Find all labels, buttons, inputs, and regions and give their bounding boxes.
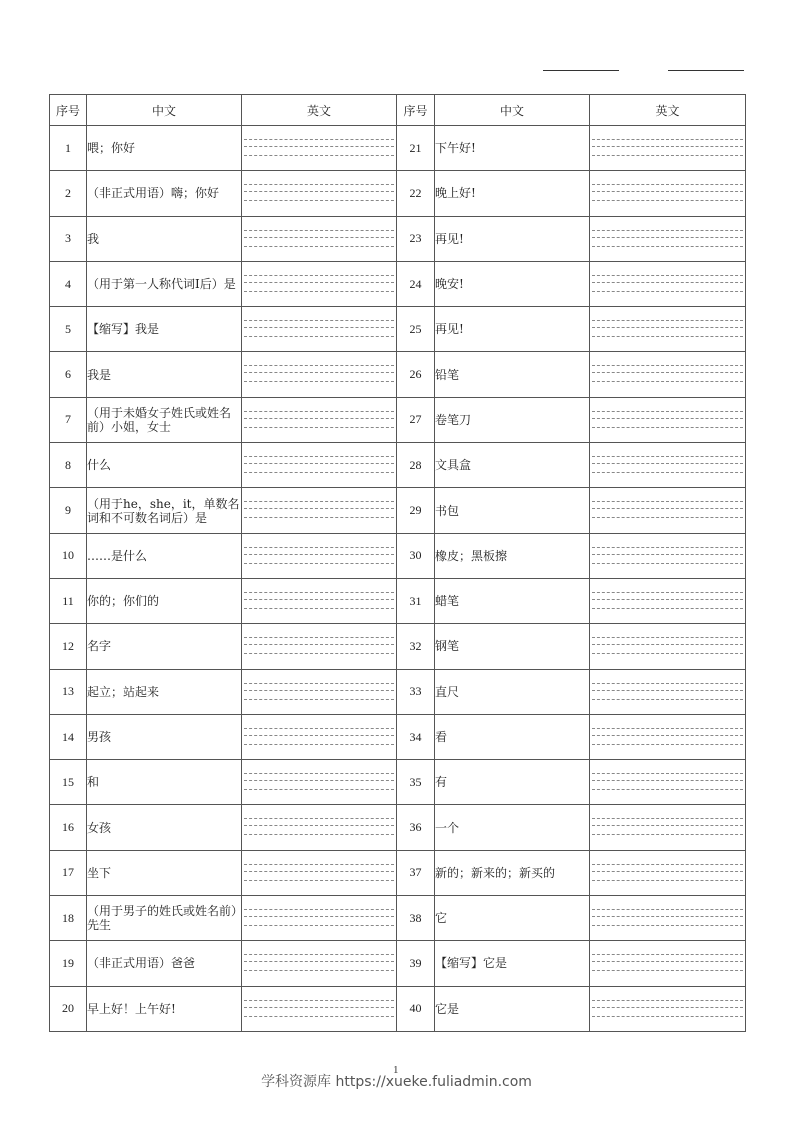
writing-guide-line [244, 909, 394, 910]
writing-guide-line [244, 699, 394, 700]
writing-guide-line [592, 336, 743, 337]
writing-guide-line [592, 961, 743, 962]
entry-number: 15 [50, 760, 87, 805]
entry-number: 4 [50, 261, 87, 306]
writing-guide-line [592, 456, 743, 457]
entry-number: 2 [50, 171, 87, 216]
chinese-meaning: 它 [435, 896, 590, 941]
chinese-meaning: 它是 [435, 986, 590, 1031]
writing-guide-line [244, 372, 394, 373]
writing-guide-line [244, 773, 394, 774]
writing-guide-line [244, 320, 394, 321]
english-answer-field[interactable] [242, 126, 397, 171]
writing-guide-line [592, 644, 743, 645]
writing-guide-line [244, 563, 394, 564]
writing-guide-line [244, 818, 394, 819]
writing-guide-line [592, 191, 743, 192]
writing-guide-line [244, 230, 394, 231]
chinese-meaning: 晚上好! [435, 171, 590, 216]
writing-guide-line [592, 880, 743, 881]
chinese-meaning: 名字 [87, 624, 242, 669]
writing-guide-line [592, 818, 743, 819]
english-answer-field[interactable] [590, 126, 746, 171]
writing-guide-line [244, 864, 394, 865]
entry-number: 16 [50, 805, 87, 850]
chinese-meaning: 钢笔 [435, 624, 590, 669]
writing-guide-line [592, 735, 743, 736]
chinese-meaning: 铅笔 [435, 352, 590, 397]
writing-guide-line [592, 547, 743, 548]
chinese-meaning: （用于未婚女子姓氏或姓名前）小姐，女士 [87, 397, 242, 442]
chinese-meaning: 起立；站起来 [87, 669, 242, 714]
writing-guide-line [244, 381, 394, 382]
table-row [50, 578, 746, 623]
english-answer-field[interactable] [590, 171, 746, 216]
english-answer-field[interactable] [242, 805, 397, 850]
writing-guide-line [244, 653, 394, 654]
chinese-meaning: 【缩写】它是 [435, 941, 590, 986]
writing-guide-line [592, 592, 743, 593]
writing-guide-line [592, 690, 743, 691]
chinese-meaning: 直尺 [435, 669, 590, 714]
writing-guide-line [244, 246, 394, 247]
chinese-meaning: 晚安! [435, 261, 590, 306]
table-row [50, 126, 746, 171]
entry-number: 8 [50, 443, 87, 488]
writing-guide-line [592, 909, 743, 910]
writing-guide-line [592, 744, 743, 745]
entry-number: 10 [50, 533, 87, 578]
table-row [50, 760, 746, 805]
writing-guide-line [244, 365, 394, 366]
chinese-meaning: （非正式用语）爸爸 [87, 941, 242, 986]
writing-guide-line [592, 599, 743, 600]
writing-guide-line [592, 563, 743, 564]
writing-guide-line [592, 554, 743, 555]
writing-guide-line [592, 320, 743, 321]
header-num-right: 序号 [397, 95, 435, 126]
english-answer-field[interactable] [590, 397, 746, 442]
writing-guide-line [592, 365, 743, 366]
writing-guide-line [592, 517, 743, 518]
entry-number: 26 [397, 352, 435, 397]
entry-number: 14 [50, 714, 87, 759]
writing-guide-line [592, 427, 743, 428]
writing-guide-line [592, 780, 743, 781]
chinese-meaning: 再见! [435, 307, 590, 352]
english-answer-field[interactable] [590, 352, 746, 397]
table-row [50, 533, 746, 578]
writing-guide-line [244, 1007, 394, 1008]
chinese-meaning: 你的；你们的 [87, 578, 242, 623]
table-row [50, 714, 746, 759]
chinese-meaning: 蜡笔 [435, 578, 590, 623]
writing-guide-line [244, 146, 394, 147]
table-row [50, 397, 746, 442]
writing-guide-line [244, 599, 394, 600]
header-cn-left: 中文 [87, 95, 242, 126]
entry-number: 11 [50, 578, 87, 623]
chinese-meaning: 和 [87, 760, 242, 805]
entry-number: 25 [397, 307, 435, 352]
writing-guide-line [592, 1007, 743, 1008]
english-answer-field[interactable] [242, 533, 397, 578]
english-answer-field[interactable] [590, 669, 746, 714]
writing-guide-line [592, 275, 743, 276]
writing-guide-line [592, 683, 743, 684]
english-answer-field[interactable] [590, 261, 746, 306]
writing-guide-line [592, 916, 743, 917]
writing-guide-line [244, 735, 394, 736]
entry-number: 5 [50, 307, 87, 352]
english-answer-field[interactable] [242, 760, 397, 805]
chinese-meaning: 再见! [435, 216, 590, 261]
chinese-meaning: （用于男子的姓氏或姓名前）先生 [87, 896, 242, 941]
writing-guide-line [244, 411, 394, 412]
entry-number: 39 [397, 941, 435, 986]
writing-guide-line [244, 1016, 394, 1017]
entry-number: 37 [397, 850, 435, 895]
entry-number: 19 [50, 941, 87, 986]
writing-guide-line [244, 1000, 394, 1001]
chinese-meaning: 喂；你好 [87, 126, 242, 171]
writing-guide-line [244, 427, 394, 428]
header-en-right: 英文 [590, 95, 746, 126]
writing-guide-line [244, 834, 394, 835]
chinese-meaning: （非正式用语）嗨；你好 [87, 171, 242, 216]
watermark-text: 学科资源库 https://xueke.fuliadmin.com [261, 1074, 532, 1090]
writing-guide-line [244, 282, 394, 283]
page-number: 1 [393, 1064, 399, 1076]
chinese-meaning: （用于he，she，it，单数名词和不可数名词后）是 [87, 488, 242, 533]
writing-guide-line [244, 690, 394, 691]
writing-guide-line [244, 608, 394, 609]
writing-guide-line [244, 508, 394, 509]
chinese-meaning: 我 [87, 216, 242, 261]
chinese-meaning: 早上好！上午好! [87, 986, 242, 1031]
writing-guide-line [244, 517, 394, 518]
writing-guide-line [244, 554, 394, 555]
writing-guide-line [244, 683, 394, 684]
writing-guide-line [592, 463, 743, 464]
writing-guide-line [244, 637, 394, 638]
english-answer-field[interactable] [590, 578, 746, 623]
writing-guide-line [244, 871, 394, 872]
english-answer-field[interactable] [590, 307, 746, 352]
writing-guide-line [244, 970, 394, 971]
entry-number: 18 [50, 896, 87, 941]
entry-number: 7 [50, 397, 87, 442]
english-answer-field[interactable] [242, 216, 397, 261]
writing-guide-line [244, 825, 394, 826]
english-answer-field[interactable] [242, 850, 397, 895]
writing-guide-line [244, 472, 394, 473]
writing-guide-line [244, 291, 394, 292]
writing-guide-line [592, 1000, 743, 1001]
writing-guide-line [244, 418, 394, 419]
entry-number: 28 [397, 443, 435, 488]
table-row [50, 941, 746, 986]
table-row [50, 216, 746, 261]
writing-guide-line [592, 954, 743, 955]
writing-guide-line [244, 644, 394, 645]
writing-guide-line [244, 728, 394, 729]
english-answer-field[interactable] [590, 443, 746, 488]
english-answer-field[interactable] [590, 850, 746, 895]
entry-number: 24 [397, 261, 435, 306]
entry-number: 29 [397, 488, 435, 533]
writing-guide-line [592, 871, 743, 872]
header-num-left: 序号 [50, 95, 87, 126]
english-answer-field[interactable] [590, 488, 746, 533]
english-answer-field[interactable] [242, 307, 397, 352]
english-answer-field[interactable] [242, 578, 397, 623]
table-row [50, 352, 746, 397]
writing-guide-line [592, 825, 743, 826]
chinese-meaning: 橡皮；黑板擦 [435, 533, 590, 578]
entry-number: 13 [50, 669, 87, 714]
english-answer-field[interactable] [242, 941, 397, 986]
english-answer-field[interactable] [590, 216, 746, 261]
writing-guide-line [592, 381, 743, 382]
entry-number: 38 [397, 896, 435, 941]
english-answer-field[interactable] [590, 986, 746, 1031]
english-answer-field[interactable] [242, 397, 397, 442]
chinese-meaning: 文具盒 [435, 443, 590, 488]
english-answer-field[interactable] [590, 760, 746, 805]
writing-guide-line [244, 463, 394, 464]
writing-guide-line [592, 789, 743, 790]
writing-guide-line [244, 184, 394, 185]
writing-guide-line [592, 699, 743, 700]
writing-guide-line [592, 139, 743, 140]
writing-guide-line [592, 282, 743, 283]
writing-guide-line [592, 834, 743, 835]
entry-number: 32 [397, 624, 435, 669]
writing-guide-line [592, 200, 743, 201]
writing-guide-line [592, 653, 743, 654]
writing-guide-line [592, 728, 743, 729]
table-row [50, 986, 746, 1031]
table-header-row [50, 95, 746, 126]
writing-guide-line [592, 327, 743, 328]
table-row [50, 307, 746, 352]
entry-number: 33 [397, 669, 435, 714]
chinese-meaning: 卷笔刀 [435, 397, 590, 442]
writing-guide-line [592, 411, 743, 412]
entry-number: 1 [50, 126, 87, 171]
table-row [50, 488, 746, 533]
entry-number: 30 [397, 533, 435, 578]
writing-guide-line [244, 191, 394, 192]
writing-guide-line [592, 508, 743, 509]
entry-number: 6 [50, 352, 87, 397]
table-row [50, 443, 746, 488]
writing-guide-line [244, 789, 394, 790]
chinese-meaning: 下午好! [435, 126, 590, 171]
chinese-meaning: 一个 [435, 805, 590, 850]
entry-number: 34 [397, 714, 435, 759]
english-answer-field[interactable] [242, 443, 397, 488]
writing-guide-line [592, 230, 743, 231]
writing-guide-line [592, 237, 743, 238]
entry-number: 21 [397, 126, 435, 171]
writing-guide-line [244, 501, 394, 502]
entry-number: 22 [397, 171, 435, 216]
writing-guide-line [592, 184, 743, 185]
entry-number: 20 [50, 986, 87, 1031]
writing-guide-line [244, 327, 394, 328]
writing-guide-line [244, 275, 394, 276]
writing-guide-line [592, 608, 743, 609]
writing-guide-line [592, 291, 743, 292]
writing-guide-line [244, 925, 394, 926]
header-cn-right: 中文 [435, 95, 590, 126]
writing-guide-line [592, 155, 743, 156]
chinese-meaning: 我是 [87, 352, 242, 397]
writing-guide-line [592, 637, 743, 638]
table-row [50, 624, 746, 669]
english-answer-field[interactable] [242, 896, 397, 941]
entry-number: 17 [50, 850, 87, 895]
writing-guide-line [592, 472, 743, 473]
writing-guide-line [244, 961, 394, 962]
writing-guide-line [592, 970, 743, 971]
writing-guide-line [592, 925, 743, 926]
entry-number: 12 [50, 624, 87, 669]
table-row [50, 805, 746, 850]
english-answer-field[interactable] [590, 533, 746, 578]
class-blank-line [668, 70, 744, 71]
chinese-meaning: 有 [435, 760, 590, 805]
english-answer-field[interactable] [590, 624, 746, 669]
writing-guide-line [592, 372, 743, 373]
english-answer-field[interactable] [242, 714, 397, 759]
english-answer-field[interactable] [242, 986, 397, 1031]
vocabulary-table [49, 94, 746, 1032]
header-en-left: 英文 [242, 95, 397, 126]
english-answer-field[interactable] [590, 896, 746, 941]
writing-guide-line [244, 744, 394, 745]
table-row [50, 896, 746, 941]
chinese-meaning: 新的；新来的；新买的 [435, 850, 590, 895]
writing-guide-line [592, 773, 743, 774]
english-answer-field[interactable] [590, 941, 746, 986]
writing-guide-line [244, 456, 394, 457]
table-row [50, 171, 746, 216]
table-row [50, 850, 746, 895]
chinese-meaning: 女孩 [87, 805, 242, 850]
english-answer-field[interactable] [590, 714, 746, 759]
english-answer-field[interactable] [242, 669, 397, 714]
writing-guide-line [244, 780, 394, 781]
writing-guide-line [244, 880, 394, 881]
chinese-meaning: （用于第一人称代词I后）是 [87, 261, 242, 306]
english-answer-field[interactable] [242, 488, 397, 533]
writing-guide-line [244, 200, 394, 201]
table-row [50, 669, 746, 714]
writing-guide-line [244, 155, 394, 156]
writing-guide-line [592, 864, 743, 865]
writing-guide-line [244, 592, 394, 593]
writing-guide-line [244, 237, 394, 238]
chinese-meaning: 男孩 [87, 714, 242, 759]
chinese-meaning: 【缩写】我是 [87, 307, 242, 352]
chinese-meaning: 书包 [435, 488, 590, 533]
writing-guide-line [592, 1016, 743, 1017]
english-answer-field[interactable] [242, 624, 397, 669]
entry-number: 40 [397, 986, 435, 1031]
chinese-meaning: 什么 [87, 443, 242, 488]
english-answer-field[interactable] [242, 261, 397, 306]
chinese-meaning: ……是什么 [87, 533, 242, 578]
writing-guide-line [244, 547, 394, 548]
writing-guide-line [592, 501, 743, 502]
writing-guide-line [244, 954, 394, 955]
english-answer-field[interactable] [242, 171, 397, 216]
writing-guide-line [244, 336, 394, 337]
writing-guide-line [592, 246, 743, 247]
english-answer-field[interactable] [242, 352, 397, 397]
entry-number: 3 [50, 216, 87, 261]
entry-number: 9 [50, 488, 87, 533]
entry-number: 27 [397, 397, 435, 442]
name-blank-line [543, 70, 619, 71]
writing-guide-line [592, 418, 743, 419]
entry-number: 31 [397, 578, 435, 623]
entry-number: 36 [397, 805, 435, 850]
entry-number: 35 [397, 760, 435, 805]
writing-guide-line [592, 146, 743, 147]
writing-guide-line [244, 139, 394, 140]
table-row [50, 261, 746, 306]
chinese-meaning: 看 [435, 714, 590, 759]
english-answer-field[interactable] [590, 805, 746, 850]
writing-guide-line [244, 916, 394, 917]
entry-number: 23 [397, 216, 435, 261]
chinese-meaning: 坐下 [87, 850, 242, 895]
